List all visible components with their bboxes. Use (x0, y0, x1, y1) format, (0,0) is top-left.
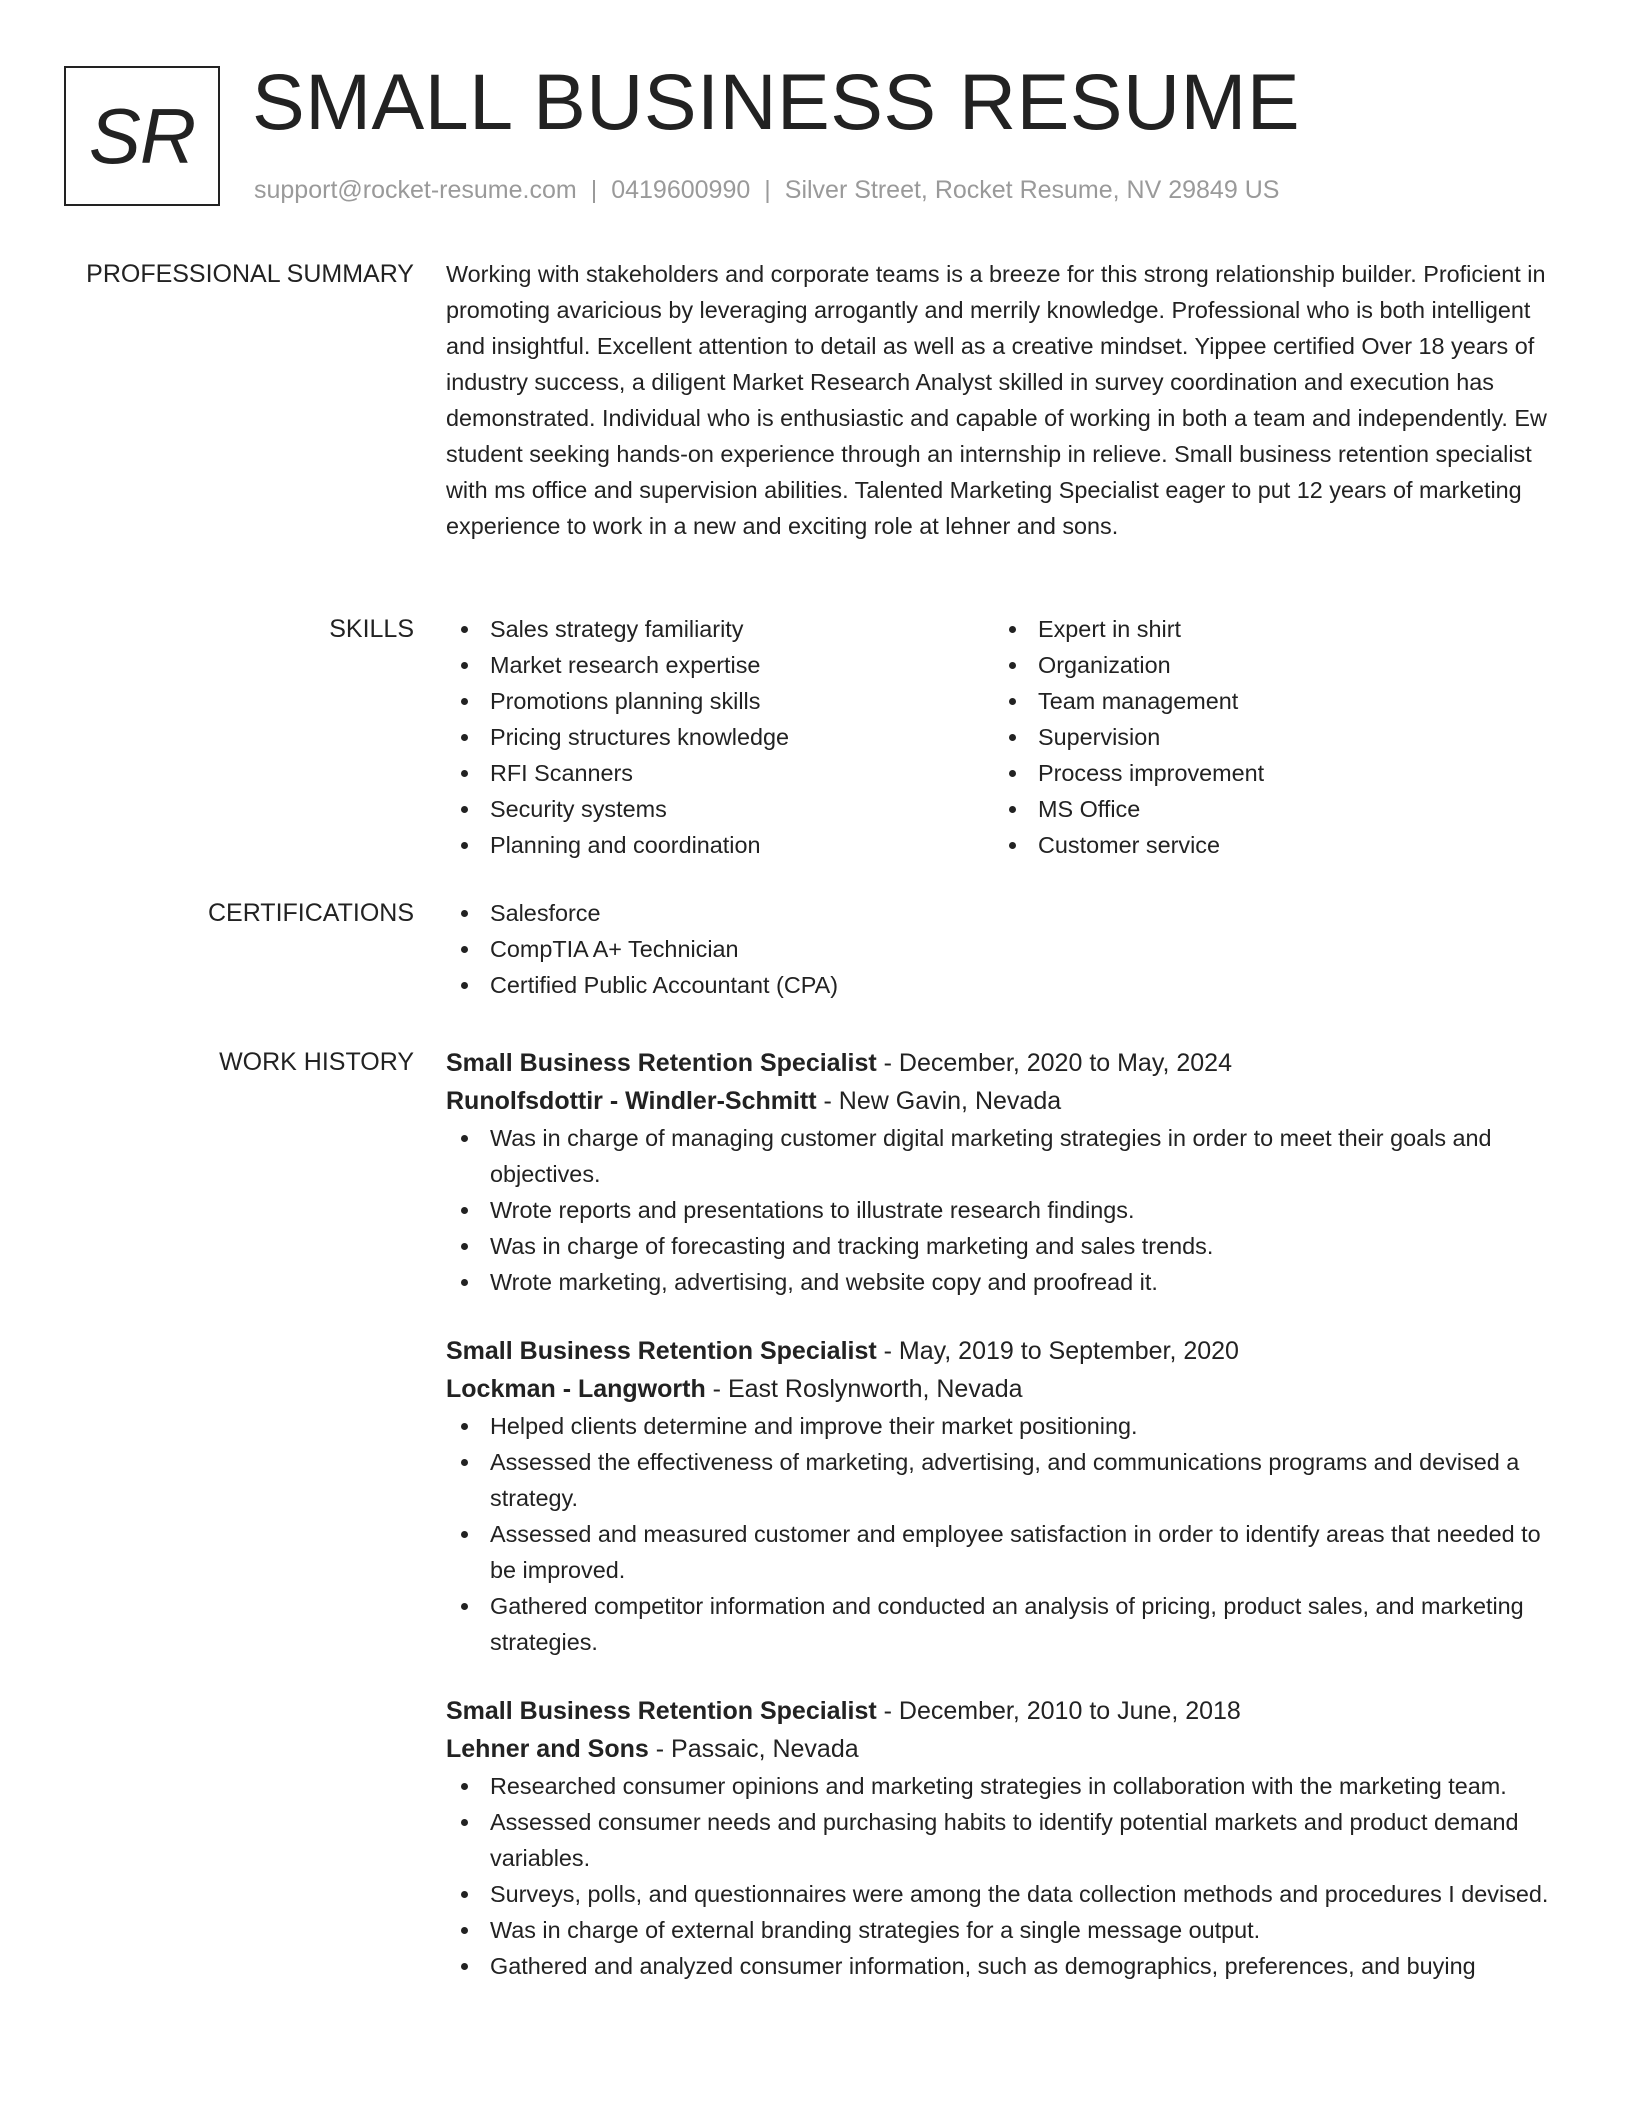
job-bullet: Was in charge of external branding strategies for a single message output. (446, 1912, 1566, 1948)
job-bullets (446, 1768, 1566, 1984)
skill-item: Pricing structures knowledge (446, 719, 994, 755)
skill-item: Expert in shirt (994, 611, 1554, 647)
job-bullets (446, 1120, 1566, 1300)
summary-text: Working with stakeholders and corporate teams is a breeze for this strong relationship builder. Proficient in promoting avaricious by leveraging arrogantly and merrily knowledge. Professional who is both intelligent and insightful. Excellent attention to detail as well as a creative mindset. Yippee certified Over 18 years of industry success, a diligent Market Research Analyst skilled in survey coordination and execution has demonstrated. Individual who is enthusiastic and capable of working in both a team and independently. Ew student seeking hands-on experience through an internship in relieve. Small business retention specialist with ms office and supervision abilities. Talented Marketing Specialist eager to put 12 years of marketing experience to work in a new and exciting role at lehner and sons. (446, 261, 1547, 539)
certifications-list (446, 895, 1566, 1003)
skills-list-left (446, 611, 994, 863)
skill-item: MS Office (994, 791, 1554, 827)
skill-item: Planning and coordination (446, 827, 994, 863)
skill-item: Promotions planning skills (446, 683, 994, 719)
job-dates: - December, 2020 to May, 2024 (876, 1049, 1232, 1077)
job-title: Small Business Retention Specialist (446, 1049, 877, 1077)
certifications-body (446, 895, 1566, 1003)
skill-item: Customer service (994, 827, 1554, 863)
job-bullets (446, 1408, 1566, 1660)
certification-item: Certified Public Accountant (CPA) (446, 967, 1566, 1003)
job-bullet: Was in charge of managing customer digital marketing strategies in order to meet their goals and objectives. (446, 1120, 1566, 1192)
job-title-line (446, 1332, 1566, 1370)
skill-item: Process improvement (994, 755, 1554, 791)
job-company: Lockman - Langworth (446, 1375, 706, 1403)
job-bullet: Wrote reports and presentations to illustrate research findings. (446, 1192, 1566, 1228)
job-title: Small Business Retention Specialist (446, 1697, 877, 1725)
job-company: Lehner and Sons (446, 1735, 649, 1763)
skill-item: RFI Scanners (446, 755, 994, 791)
monogram-initials: SR (88, 91, 196, 180)
work-history-body (446, 1044, 1566, 1984)
job-location: - New Gavin, Nevada (816, 1087, 1062, 1115)
contact-line (254, 174, 1279, 206)
skill-item: Security systems (446, 791, 994, 827)
job-title-line (446, 1044, 1566, 1082)
job-bullet: Assessed the effectiveness of marketing, advertising, and communications programs and devised a strategy. (446, 1444, 1566, 1516)
certifications-label: CERTIFICATIONS (207, 899, 414, 927)
job-dates: - December, 2010 to June, 2018 (876, 1697, 1241, 1725)
contact-separator: | (764, 176, 771, 204)
job-bullet: Surveys, polls, and questionnaires were among the data collection methods and procedures I devised. (446, 1876, 1566, 1912)
job-location: - Passaic, Nevada (648, 1735, 859, 1763)
skill-item: Supervision (994, 719, 1554, 755)
contact-email: support@rocket-resume.com (254, 176, 577, 204)
job-bullet: Assessed and measured customer and employee satisfaction in order to identify areas that needed to be improved. (446, 1516, 1566, 1588)
job-company-line (446, 1082, 1566, 1120)
job-bullet: Was in charge of forecasting and tracking marketing and sales trends. (446, 1228, 1566, 1264)
monogram-box (64, 66, 220, 206)
job-company-line (446, 1370, 1566, 1408)
skill-item: Market research expertise (446, 647, 994, 683)
contact-separator: | (590, 176, 598, 204)
job-bullet: Helped clients determine and improve their market positioning. (446, 1408, 1566, 1444)
skill-item: Sales strategy familiarity (446, 611, 994, 647)
job-bullet: Wrote marketing, advertising, and website copy and proofread it. (446, 1264, 1566, 1300)
summary-label: PROFESSIONAL SUMMARY (86, 260, 414, 288)
job-entry (446, 1044, 1566, 1300)
job-title: Small Business Retention Specialist (446, 1337, 877, 1365)
skills-list-right (994, 611, 1554, 863)
contact-phone: 0419600990 (611, 176, 751, 204)
job-location: - East Roslynworth, Nevada (705, 1375, 1023, 1403)
job-bullet: Researched consumer opinions and marketing strategies in collaboration with the marketing team. (446, 1768, 1566, 1804)
job-company-line (446, 1730, 1566, 1768)
job-bullet: Assessed consumer needs and purchasing habits to identify potential markets and product demand variables. (446, 1804, 1566, 1876)
job-entry (446, 1692, 1566, 1984)
certification-item: CompTIA A+ Technician (446, 931, 1566, 967)
job-bullet: Gathered and analyzed consumer information, such as demographics, preferences, and buying (446, 1948, 1566, 1984)
skills-label: SKILLS (329, 615, 414, 643)
job-title-line (446, 1692, 1566, 1730)
skills-body (446, 611, 1566, 863)
job-dates: - May, 2019 to September, 2020 (876, 1337, 1239, 1365)
skill-item: Organization (994, 647, 1554, 683)
resume-title: SMALL BUSINESS RESUME (252, 57, 1301, 146)
contact-address: Silver Street, Rocket Resume, NV 29849 US (784, 176, 1280, 204)
job-bullet: Gathered competitor information and conducted an analysis of pricing, product sales, and marketing strategies. (446, 1588, 1566, 1660)
job-company: Runolfsdottir - Windler-Schmitt (446, 1087, 817, 1115)
skill-item: Team management (994, 683, 1554, 719)
work-history-label: WORK HISTORY (219, 1048, 414, 1076)
job-entry (446, 1332, 1566, 1660)
certification-item: Salesforce (446, 895, 1566, 931)
